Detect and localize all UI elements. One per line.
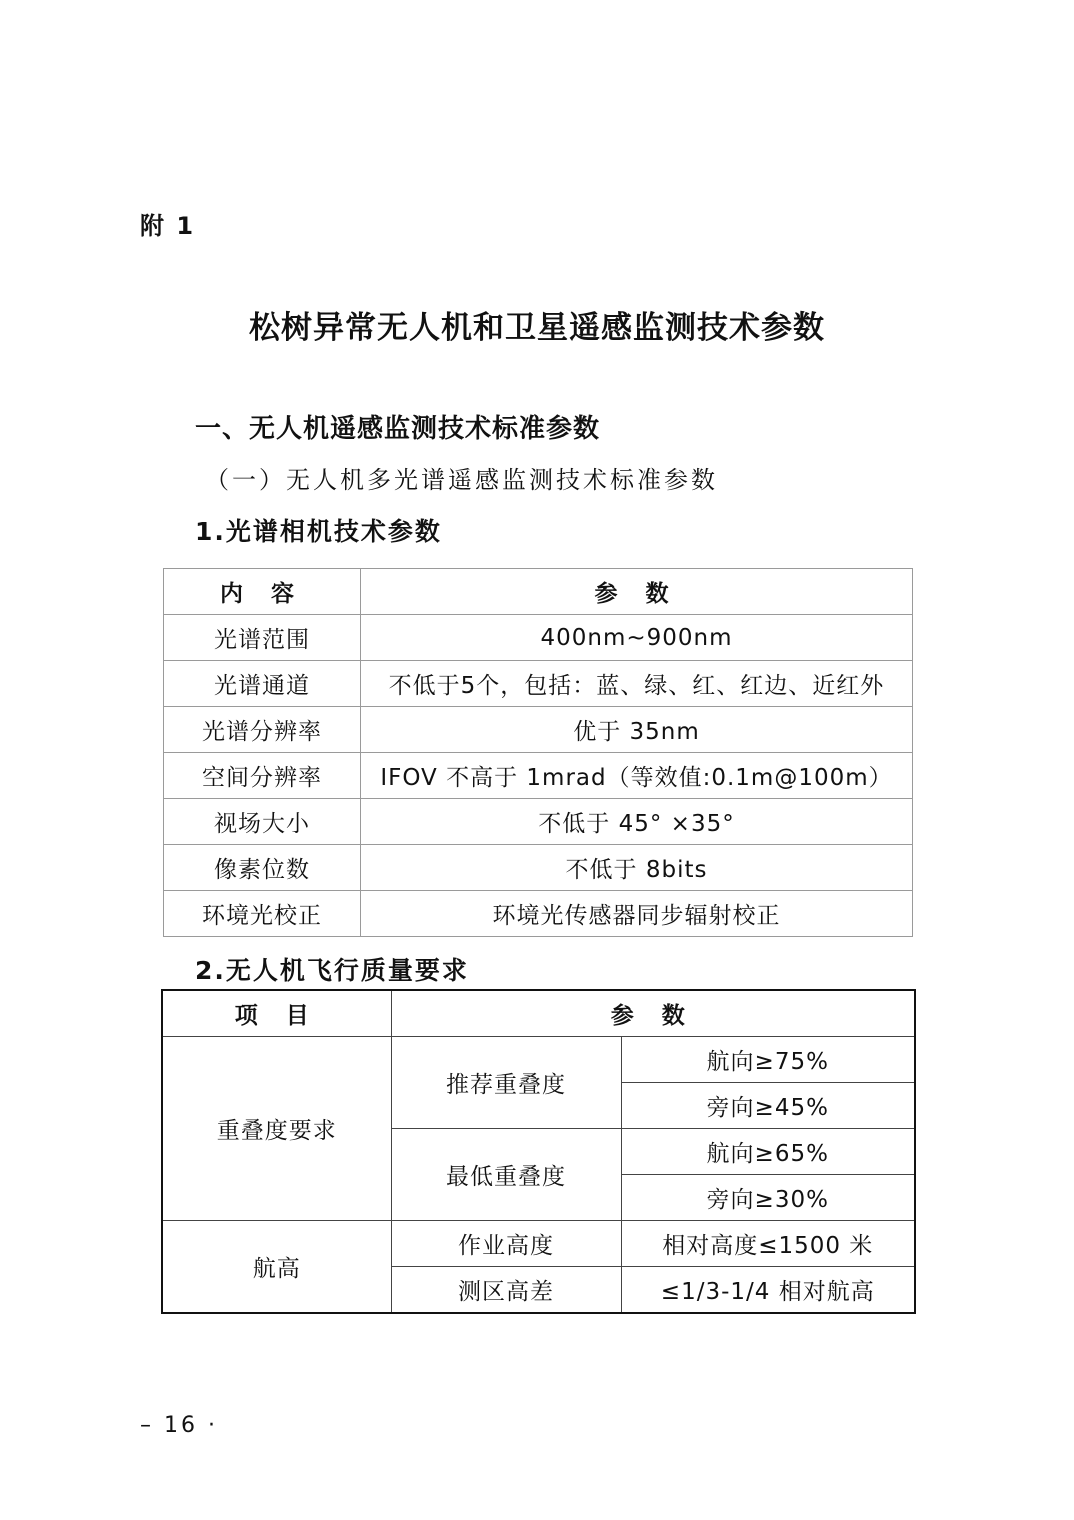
row-label: 光谱分辨率 xyxy=(164,707,361,753)
recommended-forward-overlap: 航向≥75% xyxy=(621,1037,915,1083)
section-heading: 一、无人机遥感监测技术标准参数 xyxy=(195,414,601,444)
row-label: 光谱通道 xyxy=(164,661,361,707)
document-title: 松树异常无人机和卫星遥感监测技术参数 xyxy=(249,310,825,346)
table-row xyxy=(164,753,913,799)
row-value: 不低于5个，包括：蓝、绿、红、红边、近红外 xyxy=(361,661,913,707)
table-row xyxy=(162,1221,915,1267)
header-parameter: 参 数 xyxy=(391,990,915,1037)
header-item: 项 目 xyxy=(162,990,391,1037)
header-content: 内 容 xyxy=(164,569,361,615)
row-value: 优于 35nm xyxy=(361,707,913,753)
operating-height-value: 相对高度≤1500 米 xyxy=(621,1221,915,1267)
table-row xyxy=(164,615,913,661)
table-row xyxy=(164,845,913,891)
row-value: 不低于 45° ×35° xyxy=(361,799,913,845)
terrain-relief-value: ≤1/3-1/4 相对航高 xyxy=(621,1267,915,1314)
minimum-forward-overlap: 航向≥65% xyxy=(621,1129,915,1175)
table-row xyxy=(164,661,913,707)
minimum-side-overlap: 旁向≥30% xyxy=(621,1175,915,1221)
table-row xyxy=(164,891,913,937)
page-number: – 16 · xyxy=(140,1413,218,1438)
recommended-side-overlap: 旁向≥45% xyxy=(621,1083,915,1129)
camera-parameters-table xyxy=(163,568,913,937)
row-value: 环境光传感器同步辐射校正 xyxy=(361,891,913,937)
header-parameter: 参 数 xyxy=(361,569,913,615)
table-row xyxy=(164,707,913,753)
flight-quality-table xyxy=(161,989,916,1314)
row-value: 不低于 8bits xyxy=(361,845,913,891)
table-header-row xyxy=(162,990,915,1037)
annex-label: 附 1 xyxy=(140,212,196,240)
operating-height-label: 作业高度 xyxy=(391,1221,621,1267)
overlap-requirement-label: 重叠度要求 xyxy=(162,1037,391,1221)
table-row xyxy=(164,799,913,845)
row-value: IFOV 不高于 1mrad（等效值:0.1m@100m） xyxy=(361,753,913,799)
table-header-row xyxy=(164,569,913,615)
row-label: 视场大小 xyxy=(164,799,361,845)
altitude-label: 航高 xyxy=(162,1221,391,1314)
table-row xyxy=(162,1037,915,1083)
row-label: 光谱范围 xyxy=(164,615,361,661)
row-label: 空间分辨率 xyxy=(164,753,361,799)
minimum-overlap-label: 最低重叠度 xyxy=(391,1129,621,1221)
item-heading-camera: 1.光谱相机技术参数 xyxy=(195,517,442,546)
terrain-relief-label: 测区高差 xyxy=(391,1267,621,1314)
row-value: 400nm~900nm xyxy=(361,615,913,661)
recommended-overlap-label: 推荐重叠度 xyxy=(391,1037,621,1129)
row-label: 像素位数 xyxy=(164,845,361,891)
item-heading-flight: 2.无人机飞行质量要求 xyxy=(195,956,469,985)
row-label: 环境光校正 xyxy=(164,891,361,937)
subsection-heading: （一）无人机多光谱遥感监测技术标准参数 xyxy=(205,466,718,494)
